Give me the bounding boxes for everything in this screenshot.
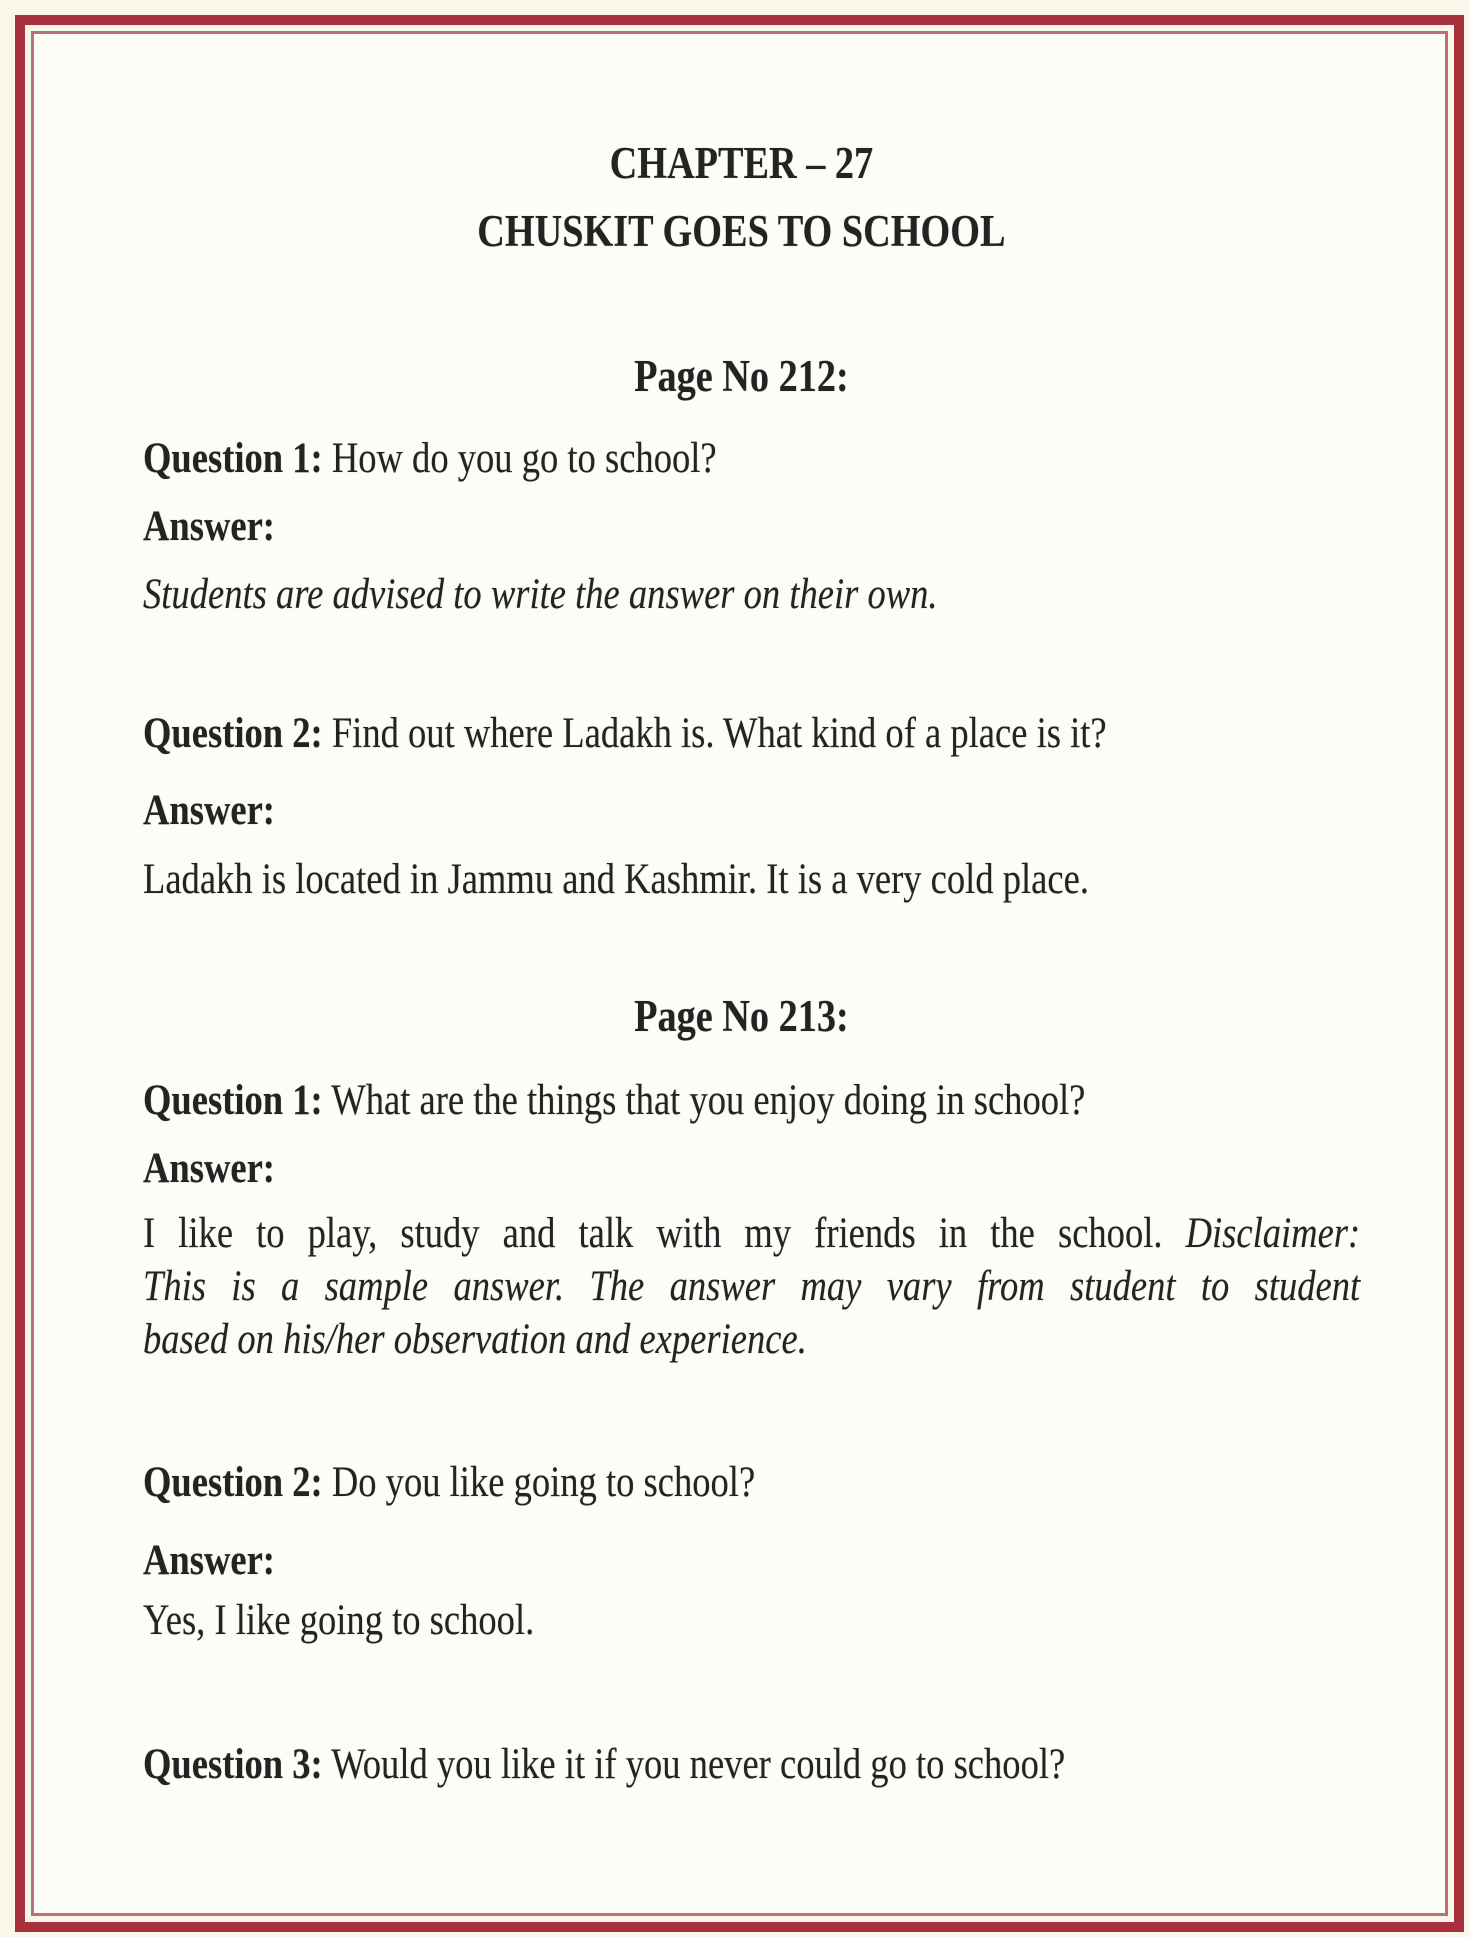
label-text: Answer: (143, 787, 275, 834)
label-text: CHAPTER – 27 (609, 138, 874, 188)
page-213-question-3 (143, 1738, 1360, 1791)
page-212-answer-2-label (143, 784, 1360, 837)
label-text: Page No 212: (634, 351, 849, 401)
label-text: Answer: (143, 1537, 275, 1584)
page-border-inner (31, 31, 1448, 1916)
page-212-question-1 (143, 432, 1360, 485)
italic-text: This is a sample answer. The answer may vary from student to student (143, 1263, 1361, 1310)
label-text: Question 3: (143, 1741, 323, 1788)
label-text: Question 2: (143, 1459, 323, 1506)
body-text: Yes, I like going to school. (143, 1597, 535, 1644)
label-text: Question 1: (143, 1077, 323, 1124)
body-text: Would you like it if you never could go to school? (322, 1741, 1066, 1788)
page-213-answer-1-text-line-3 (143, 1313, 1360, 1366)
body-text: Do you like going to school? (322, 1459, 756, 1506)
italic-text: Students are advised to write the answer on their own. (143, 571, 938, 618)
label-text: CHUSKIT GOES TO SCHOOL (477, 206, 1006, 256)
label-text: Answer: (143, 503, 275, 550)
page-border-outer (15, 15, 1464, 1932)
page-213-answer-1-text-line-1 (143, 1207, 1360, 1260)
page-212-answer-1-label (143, 500, 1360, 553)
chapter-name-title (143, 205, 1340, 258)
label-text: Question 2: (143, 710, 323, 757)
italic-text: Disclaimer: (1185, 1210, 1361, 1257)
page-213-answer-1-label (143, 1142, 1360, 1195)
page-213-answer-1-text-line-2 (143, 1260, 1360, 1313)
page-213-heading (143, 990, 1340, 1043)
page-213-answer-2-text (143, 1594, 1360, 1647)
text-layer (143, 34, 1360, 1914)
page-213-answer-1-text (143, 1207, 1360, 1366)
body-text: Find out where Ladakh is. What kind of a place is it? (322, 710, 1107, 757)
label-text: Answer: (143, 1145, 275, 1192)
page-212-answer-2-text (143, 853, 1360, 906)
body-text: I like to play, study and talk with my friends in the school. (143, 1210, 1186, 1257)
italic-text: based on his/her observation and experience. (143, 1316, 807, 1363)
page-212-heading (143, 350, 1340, 403)
label-text: Question 1: (143, 435, 323, 482)
body-text: How do you go to school? (322, 435, 717, 482)
page-213-question-1 (143, 1074, 1360, 1127)
chapter-number-title (143, 137, 1340, 190)
page-212-question-2 (143, 707, 1360, 760)
page-213-answer-2-label (143, 1534, 1360, 1587)
label-text: Page No 213: (634, 991, 849, 1041)
body-text: Ladakh is located in Jammu and Kashmir. It is a very cold place. (143, 856, 1089, 903)
body-text: What are the things that you enjoy doing in school? (322, 1077, 1086, 1124)
page-213-question-2 (143, 1456, 1360, 1509)
page-212-answer-1-text (143, 568, 1360, 621)
